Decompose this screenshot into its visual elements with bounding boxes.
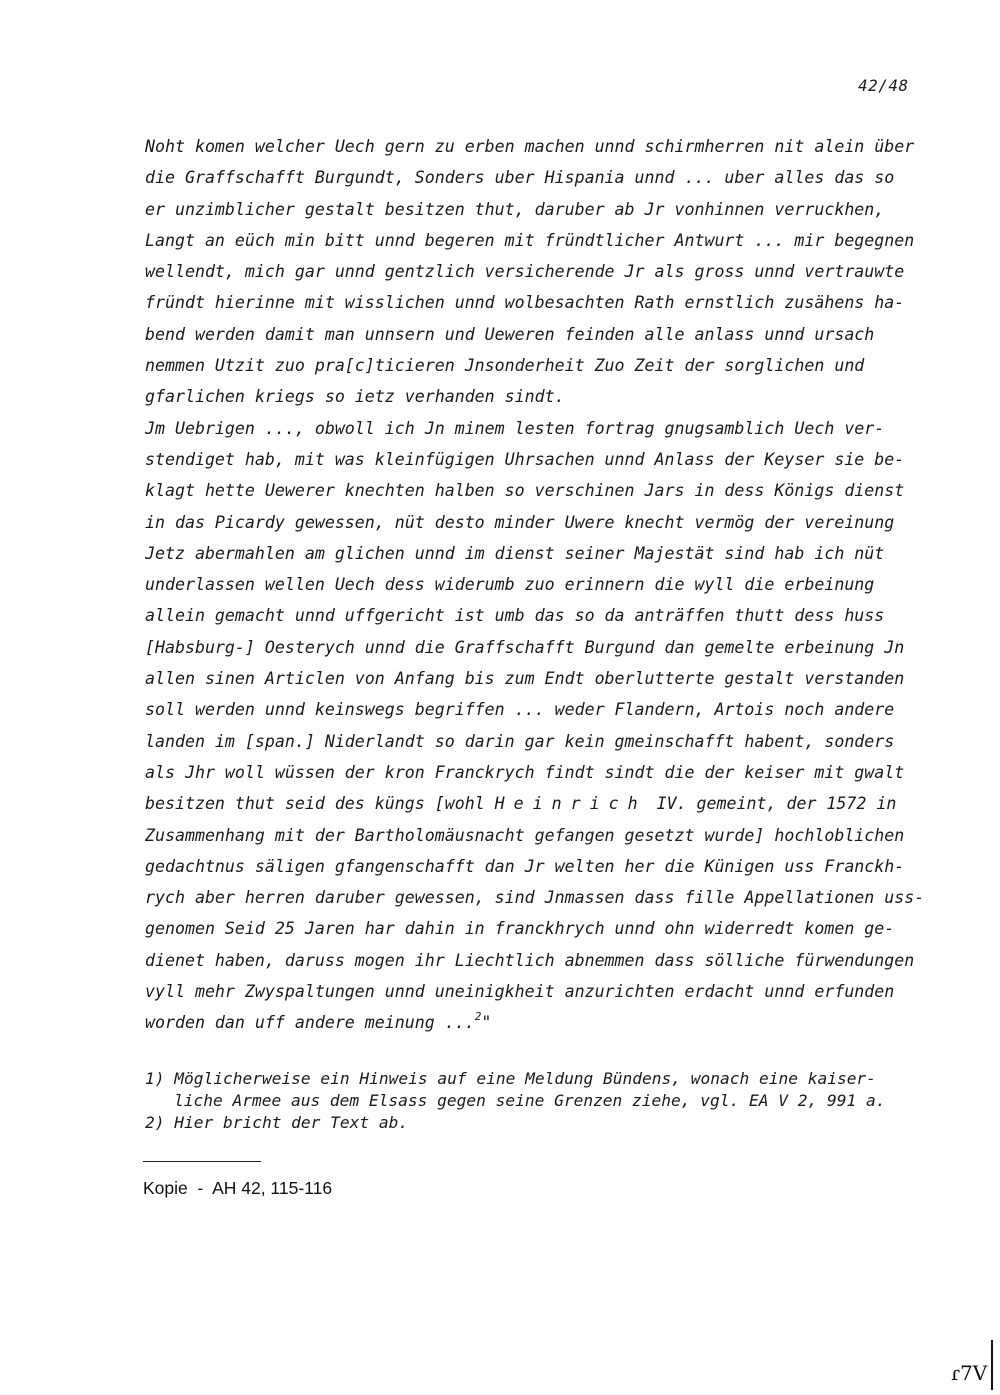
body-line: fründt hierinne mit wisslichen unnd wolbesachten Rath ernstlich zusähens ha-: [145, 293, 905, 313]
page-edge-mark: [991, 1340, 993, 1390]
body-line: Jm Uebrigen ..., obwoll ich Jn minem lesten fortrag gnugsamblich Uech ver-: [145, 418, 885, 438]
line-segment: IV. gemeint, der 1572 in: [646, 794, 897, 814]
body-line: soll werden unnd keinswegs begriffen ... weder Flandern, Artois noch andere: [145, 700, 895, 720]
body-line: rych aber herren daruber gewessen, sind Jnmassen dass fille Appellationen uss-: [145, 888, 925, 908]
footnote-1: 1) Möglicherweise ein Hinweis auf eine Meldung Bündens, wonach eine kaiser-: [145, 1069, 876, 1088]
body-line-last: [145, 1007, 925, 1038]
body-line: [Habsburg-] Oesterych unnd die Graffschafft Burgund dan gemelte erbeinung Jn: [145, 637, 905, 657]
body-line: underlassen wellen Uech dess widerumb zuo erinnern die wyll die erbeinung: [145, 575, 875, 595]
body-line: er unzimblicher gestalt besitzen thut, daruber ab Jr vonhinnen verruckhen,: [145, 199, 885, 219]
body-line: allen sinen Articlen von Anfang bis zum Endt oberlutterte gestalt verstanden: [145, 669, 905, 689]
body-line-spaced: [145, 788, 925, 819]
body-line: die Graffschafft Burgundt, Sonders uber Hispania unnd ... uber alles das so: [145, 168, 895, 188]
body-line: vyll mehr Zwyspaltungen unnd uneinigkheit anzurichten erdacht unnd erfunden: [145, 982, 895, 1002]
body-line: Zusammenhang mit der Bartholomäusnacht gefangen gesetzt wurde] hochloblichen: [145, 825, 905, 845]
body-line: landen im [span.] Niderlandt so darin gar kein gmeinschafft habent, sonders: [145, 731, 895, 751]
body-line: Langt an eüch min bitt unnd begeren mit fründtlicher Antwurt ... mir begegnen: [145, 230, 915, 250]
body-line: als Jhr woll wüssen der kron Franckrych findt sindt die der keiser mit gwalt: [145, 762, 905, 782]
body-line: wellendt, mich gar unnd gentzlich versicherende Jr als gross unnd vertrauwte: [145, 262, 905, 282]
body-line: allein gemacht unnd uffgericht ist umb das so da anträffen thutt dess huss: [145, 606, 885, 626]
line-segment: worden dan uff andere meinung ...: [145, 1013, 475, 1033]
body-line: Jetz abermahlen am glichen unnd im dienst seiner Majestät sind hab ich nüt: [145, 543, 885, 563]
line-segment: besitzen thut seid des küngs [wohl: [145, 794, 495, 814]
body-line: bend werden damit man unnsern und Ueweren feinden alle anlass unnd ursach: [145, 324, 875, 344]
footnote-ref: 2: [474, 1010, 482, 1024]
body-line: in das Picardy gewessen, nüt desto minder Uwere knecht vermög der vereinung: [145, 512, 895, 532]
closing-quote: ": [481, 1013, 492, 1033]
source-divider: [143, 1161, 261, 1162]
page-number: 42/48: [858, 76, 909, 95]
body-line: gfarlichen kriegs so ietz verhanden sindt.: [145, 387, 565, 407]
spaced-name: Heinrich: [494, 794, 647, 814]
body-line: Noht komen welcher Uech gern zu erben machen unnd schirmherren nit alein über: [145, 137, 915, 156]
body-line: klagt hette Uewerer knechten halben so verschinen Jars in dess Königs dienst: [145, 481, 905, 501]
footnotes: [145, 1068, 925, 1134]
body-line: stendiget hab, mit was kleinfügigen Uhrsachen unnd Anlass der Keyser sie be-: [145, 449, 905, 469]
footnote-1-cont: liche Armee aus dem Elsass gegen seine Grenzen ziehe, vgl. EA V 2, 991 a.: [174, 1091, 886, 1110]
body-line: nemmen Utzit zuo pra[c]ticieren Jnsonderheit Zuo Zeit der sorglichen und: [145, 356, 865, 376]
body-line: genomen Seid 25 Jaren har dahin in franckhrych unnd ohn widerredt komen ge-: [145, 919, 895, 939]
archive-stamp-mark: ɾ7V: [951, 1361, 988, 1385]
letter-body: [145, 131, 925, 1039]
footnote-2: 2) Hier bricht der Text ab.: [145, 1113, 409, 1132]
source-reference: Kopie - AH 42, 115-116: [143, 1178, 333, 1198]
body-line: dienet haben, daruss mogen ihr Liechtlich abnemmen dass sölliche fürwendungen: [145, 950, 915, 970]
body-line: gedachtnus säligen gfangenschafft dan Jr welten her die Künigen uss Franckh-: [145, 856, 905, 876]
